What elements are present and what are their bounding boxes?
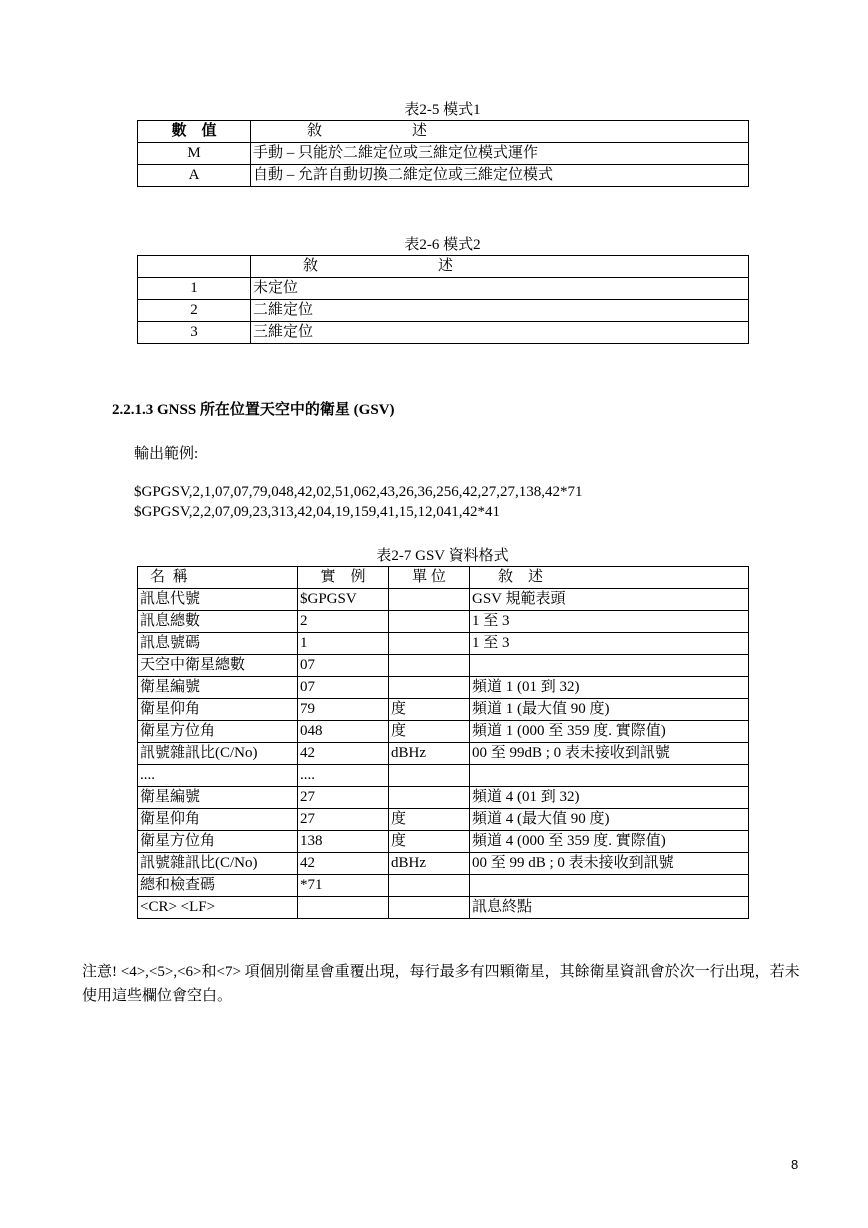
table-cell: 三維定位 (251, 322, 749, 344)
table-row (138, 765, 749, 787)
example-line-1: $GPGSV,2,1,07,07,79,048,42,02,51,062,43,26,36,256,42,27,27,138,42*71 (134, 484, 583, 500)
table-cell: GSV 規範表頭 (470, 589, 749, 611)
table-cell: 天空中衛星總數 (138, 655, 298, 677)
table-cell: *71 (298, 875, 389, 897)
table-cell (389, 589, 470, 611)
table-2-7-body (138, 589, 749, 919)
table-row (138, 897, 749, 919)
header-cell: 數 值 (138, 121, 251, 143)
table-cell: .... (138, 765, 298, 787)
table-cell: dBHz (389, 743, 470, 765)
table-cell: 27 (298, 809, 389, 831)
table-cell (470, 655, 749, 677)
table-cell: 訊息號碼 (138, 633, 298, 655)
table-cell: 頻道 4 (最大值 90 度) (470, 809, 749, 831)
table-cell: 頻道 4 (000 至 359 度. 實際值) (470, 831, 749, 853)
table-row (138, 300, 749, 322)
table-row (138, 699, 749, 721)
table-cell: 訊息終點 (470, 897, 749, 919)
table-cell: 048 (298, 721, 389, 743)
table-cell: $GPGSV (298, 589, 389, 611)
table-cell: 訊號雜訊比(C/No) (138, 743, 298, 765)
table-cell: 訊息代號 (138, 589, 298, 611)
header-cell: 單 位 (389, 567, 470, 589)
table-cell: 未定位 (251, 278, 749, 300)
table-cell: 手動 – 只能於二維定位或三維定位模式運作 (251, 143, 749, 165)
table-cell (389, 875, 470, 897)
table-2-5-caption: 表2-5 模式1 (404, 102, 481, 118)
table-cell: 頻道 4 (01 到 32) (470, 787, 749, 809)
table-cell: 2 (298, 611, 389, 633)
table-row (138, 322, 749, 344)
table-cell: 衛星方位角 (138, 831, 298, 853)
table-row (138, 875, 749, 897)
header-cell (138, 256, 251, 278)
table-cell (298, 897, 389, 919)
table-cell: 度 (389, 809, 470, 831)
note-paragraph: 注意! <4>,<5>,<6>和<7> 項個別衛星會重覆出現，每行最多有四顆衛星，其餘衛星資訊會於次一行出現，若未使用這些欄位會空白。 (82, 964, 800, 1004)
table-row (138, 611, 749, 633)
header-cell: 實 例 (298, 567, 389, 589)
table-cell: 07 (298, 677, 389, 699)
table-cell: 衛星方位角 (138, 721, 298, 743)
example-line-2: $GPGSV,2,2,07,09,23,313,42,04,19,159,41,15,12,041,42*41 (134, 504, 500, 520)
table-cell: 42 (298, 853, 389, 875)
table-header-row (138, 256, 749, 278)
table-cell: 衛星仰角 (138, 809, 298, 831)
table-cell: 二維定位 (251, 300, 749, 322)
page-number: 8 (791, 1157, 799, 1172)
table-row (138, 143, 749, 165)
table-cell: 1 至 3 (470, 611, 749, 633)
table-cell (470, 875, 749, 897)
table-cell: dBHz (389, 853, 470, 875)
table-cell: 2 (138, 300, 251, 322)
table-cell: 總和檢查碼 (138, 875, 298, 897)
table-row (138, 809, 749, 831)
table-cell (389, 897, 470, 919)
table-cell (389, 787, 470, 809)
table-header-row (138, 567, 749, 589)
table-cell: 27 (298, 787, 389, 809)
header-cell: 敘 述 (251, 121, 749, 143)
table-row (138, 589, 749, 611)
table-cell: 1 (138, 278, 251, 300)
table-cell: 頻道 1 (01 到 32) (470, 677, 749, 699)
table-cell: 訊號雜訊比(C/No) (138, 853, 298, 875)
table-cell: 00 至 99 dB ; 0 表未接收到訊號 (470, 853, 749, 875)
header-cell: 敘 述 (251, 256, 749, 278)
table-cell: 衛星編號 (138, 677, 298, 699)
table-2-6 (137, 255, 749, 344)
table-2-6-caption: 表2-6 模式2 (404, 237, 481, 253)
table-cell: 138 (298, 831, 389, 853)
table-header-row (138, 121, 749, 143)
table-row (138, 787, 749, 809)
table-cell: 1 至 3 (470, 633, 749, 655)
table-cell: 度 (389, 721, 470, 743)
table-cell (389, 765, 470, 787)
table-cell: 3 (138, 322, 251, 344)
table-cell: 自動 – 允許自動切換二維定位或三維定位模式 (251, 165, 749, 187)
header-cell: 名 稱 (138, 567, 298, 589)
table-row (138, 655, 749, 677)
table-cell: 79 (298, 699, 389, 721)
table-cell: A (138, 165, 251, 187)
table-cell: 衛星編號 (138, 787, 298, 809)
table-2-7-caption: 表2-7 GSV 資料格式 (376, 548, 509, 564)
table-row (138, 165, 749, 187)
table-row (138, 853, 749, 875)
table-cell (389, 677, 470, 699)
table-cell (470, 765, 749, 787)
table-cell: 度 (389, 699, 470, 721)
table-cell: M (138, 143, 251, 165)
table-cell: 訊息總數 (138, 611, 298, 633)
table-cell: 00 至 99dB ; 0 表未接收到訊號 (470, 743, 749, 765)
example-label: 輸出範例: (134, 446, 199, 462)
table-cell (389, 633, 470, 655)
table-row (138, 677, 749, 699)
table-cell: 衛星仰角 (138, 699, 298, 721)
table-cell: 07 (298, 655, 389, 677)
table-cell: 度 (389, 831, 470, 853)
table-cell: <CR> <LF> (138, 897, 298, 919)
table-cell: 1 (298, 633, 389, 655)
table-row (138, 831, 749, 853)
header-cell: 敘 述 (470, 567, 749, 589)
table-row (138, 278, 749, 300)
table-cell: 42 (298, 743, 389, 765)
table-row (138, 721, 749, 743)
table-cell: 頻道 1 (最大值 90 度) (470, 699, 749, 721)
table-2-5 (137, 120, 749, 187)
table-cell: 頻道 1 (000 至 359 度. 實際值) (470, 721, 749, 743)
table-cell (389, 611, 470, 633)
table-cell: .... (298, 765, 389, 787)
table-2-7 (137, 566, 749, 919)
table-row (138, 743, 749, 765)
table-row (138, 633, 749, 655)
table-cell (389, 655, 470, 677)
section-heading: 2.2.1.3 GNSS 所在位置天空中的衛星 (GSV) (112, 402, 395, 418)
